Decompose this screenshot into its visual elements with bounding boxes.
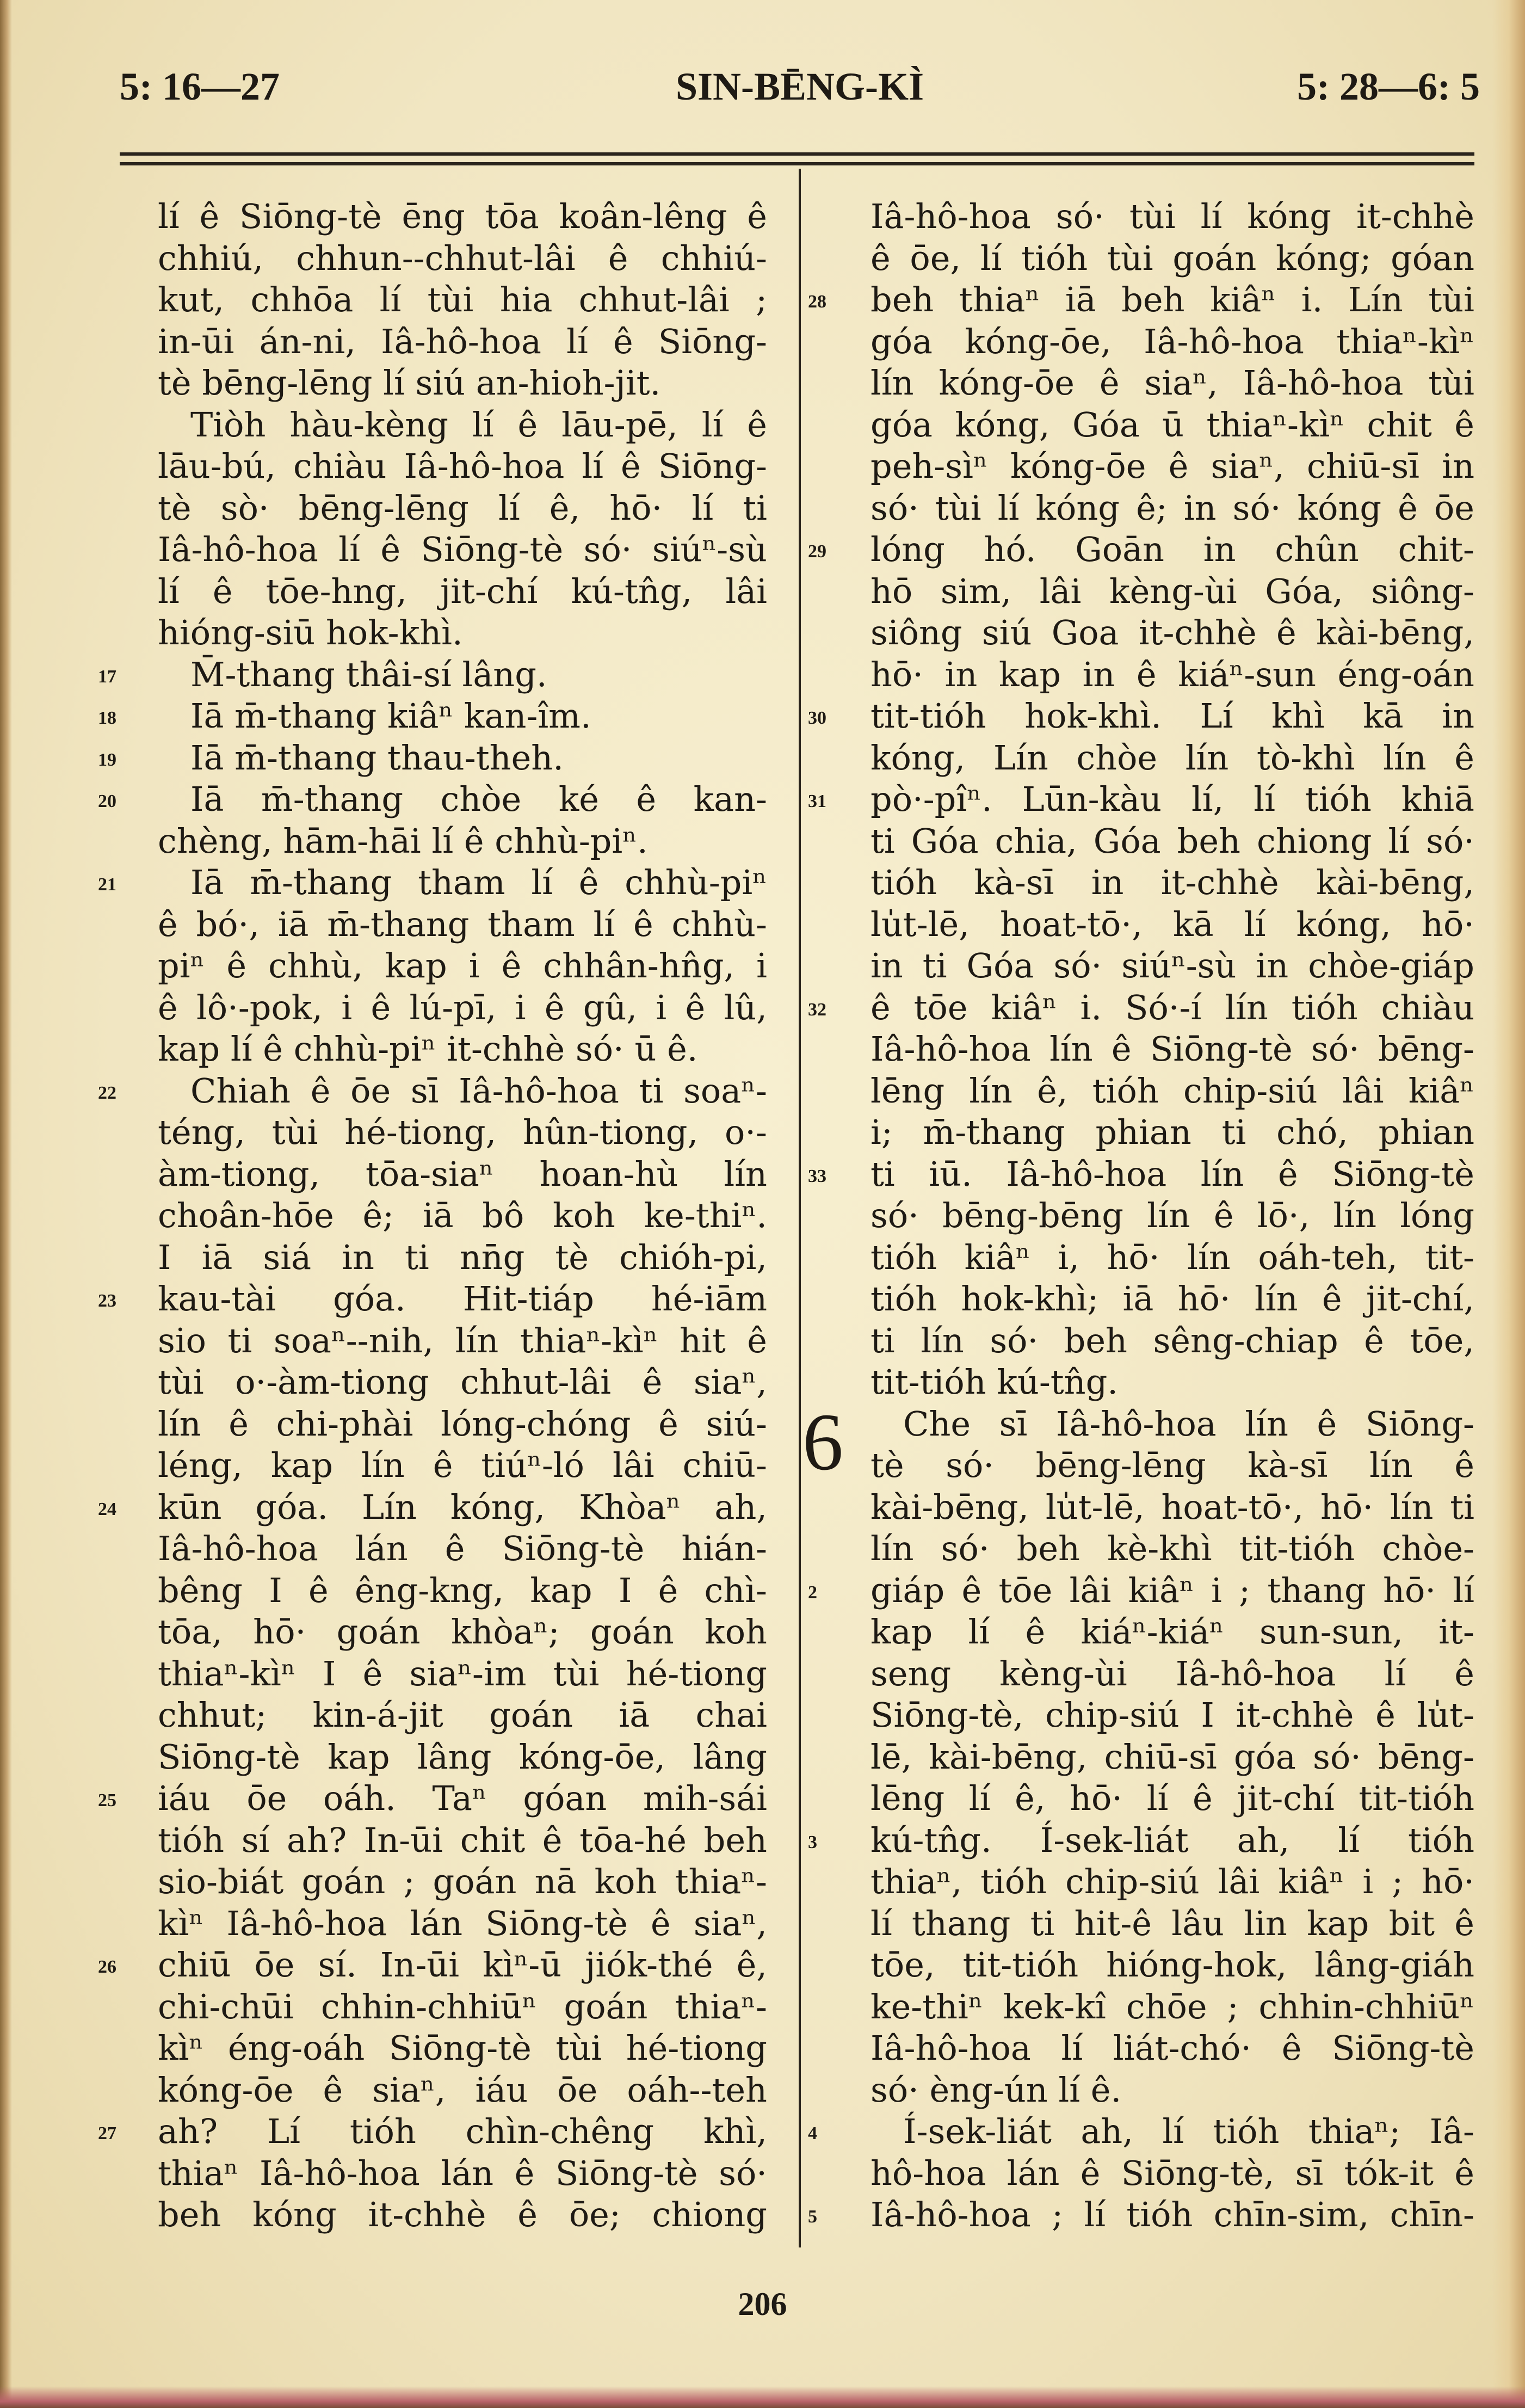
line-text: chèng, hām-hāi lí ê chhù-piⁿ.	[158, 821, 648, 861]
line-text: kóng-ōe ê siaⁿ, iáu ōe oáh--teh	[158, 2070, 767, 2110]
line-text: góa kóng-ōe, Iâ-hô-hoa thiaⁿ-kìⁿ	[870, 321, 1474, 361]
text-line	[870, 571, 1474, 613]
line-text: Iâ-hô-hoa lín ê Siōng-tè só· bēng-	[870, 1029, 1474, 1069]
line-text: i; m̄-thang phian ti chó, phian	[870, 1112, 1474, 1152]
line-text: tióh kiâⁿ i, hō· lín oáh-teh, tit-	[870, 1237, 1474, 1277]
line-text: M̄-thang thâi-sí lâng.	[190, 654, 547, 694]
text-line	[158, 2028, 767, 2070]
line-text: Í-sek-liát ah, lí tióh thiaⁿ; Iâ-	[903, 2111, 1474, 2151]
line-text: kut, chhōa lí tùi hia chhut-lâi ;	[158, 280, 767, 319]
line-text: ê ōe, lí tióh tùi goán kóng; góan	[870, 238, 1474, 278]
text-line	[870, 654, 1474, 696]
text-line	[158, 945, 767, 987]
line-text: hô-hoa lán ê Siōng-tè, sī tók-it ê	[870, 2153, 1474, 2193]
verse-number: 5	[808, 2207, 817, 2227]
line-text: sio-biát goán ; goán nā koh thiaⁿ-	[158, 1862, 767, 1901]
line-text: lí ê Siōng-tè ēng tōa koân-lêng ê	[158, 196, 767, 236]
line-text: chhiú, chhun--chhut-lâi ê chhiú-	[158, 238, 767, 278]
text-line	[870, 321, 1474, 363]
line-text: Iā m̄-thang kiâⁿ kan-îm.	[190, 696, 591, 736]
line-text: seng kèng-ùi Iâ-hô-hoa lí ê	[870, 1653, 1474, 1693]
text-line	[870, 2153, 1474, 2195]
line-text: ah? Lí tióh chìn-chêng khì,	[158, 2111, 767, 2151]
text-line	[158, 1736, 767, 1778]
line-text: thiaⁿ-kìⁿ I ê siaⁿ-im tùi hé-tiong	[158, 1653, 767, 1693]
text-line	[98, 862, 767, 904]
line-text: tit-tióh kú-tn̂g.	[870, 1362, 1119, 1402]
line-text: hióng-siū hok-khì.	[158, 613, 463, 652]
text-line	[870, 1195, 1474, 1237]
verse-number: 30	[808, 708, 826, 728]
text-line	[158, 529, 767, 571]
text-line	[870, 1528, 1474, 1570]
verse-number: 3	[808, 1832, 817, 1852]
line-text: lín só· beh kè-khì tit-tióh chòe-	[870, 1529, 1474, 1568]
text-line	[158, 1154, 767, 1196]
text-line	[158, 612, 767, 654]
text-line	[870, 1487, 1474, 1529]
text-line	[98, 1278, 767, 1320]
page-edge-right	[1492, 0, 1525, 2408]
text-line	[870, 1112, 1474, 1154]
text-line	[870, 446, 1474, 488]
text-line	[158, 279, 767, 321]
text-line	[870, 1736, 1474, 1778]
text-line	[870, 1695, 1474, 1736]
line-text: Siōng-tè kap lâng kóng-ōe, lâng	[158, 1736, 767, 1777]
header-left-reference: 5: 16—27	[120, 65, 280, 108]
text-line	[98, 2111, 767, 2153]
text-line	[158, 404, 767, 446]
text-line	[870, 1029, 1474, 1070]
text-line	[158, 1986, 767, 2028]
verse-number: 2	[808, 1582, 817, 1603]
line-text: lí thang ti hit-ê lâu lin kap bit ê	[870, 1903, 1474, 1943]
line-text: kūn góa. Lín kóng, Khòaⁿ ah,	[158, 1487, 767, 1527]
text-line	[808, 987, 1474, 1029]
line-text: Iā m̄-thang tham lí ê chhù-piⁿ	[190, 863, 767, 902]
text-line	[98, 695, 767, 737]
line-text: ti iū. Iâ-hô-hoa lín ê Siōng-tè	[870, 1154, 1474, 1194]
verse-number: 19	[98, 749, 116, 770]
text-line	[870, 2028, 1474, 2070]
text-line	[870, 1986, 1474, 2028]
line-text: I iā siá in ti nn̄g tè chióh-pi,	[158, 1237, 767, 1277]
line-text: beh thiaⁿ iā beh kiâⁿ i. Lín tùi	[870, 280, 1474, 319]
column-divider	[799, 169, 801, 2247]
verse-number: 24	[98, 1499, 116, 1519]
left-text-column	[98, 196, 767, 2236]
line-text: kài-bēng, lu̍t-lē, hoat-tō·, hō· lín ti	[870, 1487, 1474, 1527]
verse-number: 29	[808, 541, 826, 562]
text-line	[158, 321, 767, 363]
text-line	[98, 737, 767, 779]
text-line	[98, 1487, 767, 1529]
running-header	[120, 64, 1480, 113]
line-text: Iā m̄-thang thau-theh.	[190, 737, 564, 778]
line-text: ti lín só· beh sêng-chiap ê tōe,	[870, 1320, 1474, 1360]
text-line	[870, 862, 1474, 904]
line-text: kìⁿ Iâ-hô-hoa lán Siōng-tè ê siaⁿ,	[158, 1903, 767, 1943]
text-line	[870, 821, 1474, 863]
line-text: beh kóng it-chhè ê ōe; chiong	[158, 2195, 767, 2234]
text-line	[870, 904, 1474, 946]
line-text: lēng lí ê, hō· lí ê jit-chí tit-tióh	[870, 1778, 1474, 1818]
verse-number: 27	[98, 2123, 116, 2144]
verse-number: 23	[98, 1291, 116, 1311]
text-line	[158, 1528, 767, 1570]
text-line	[158, 2070, 767, 2111]
line-text: piⁿ ê chhù, kap i ê chhân-hn̂g, i	[158, 946, 767, 986]
chapter-number: 6	[802, 1396, 843, 1487]
text-line	[870, 1237, 1474, 1279]
text-line	[808, 2194, 1474, 2236]
verse-number: 25	[98, 1790, 116, 1810]
verse-number: 21	[98, 874, 116, 895]
header-rule-bottom	[120, 162, 1474, 165]
text-line	[870, 404, 1474, 446]
verse-number: 4	[808, 2123, 817, 2144]
line-text: só· bēng-bēng lín ê lō·, lín lóng	[870, 1196, 1474, 1235]
line-text: tióh hok-khì; iā hō· lín ê jit-chí,	[870, 1279, 1474, 1319]
text-line	[870, 1611, 1474, 1653]
verse-number: 32	[808, 999, 826, 1020]
text-line	[158, 2153, 767, 2195]
text-line	[870, 1778, 1474, 1820]
line-text: kap lí ê chhù-piⁿ it-chhè só· ū ê.	[158, 1029, 698, 1069]
text-line	[158, 1403, 767, 1445]
text-line	[158, 362, 767, 404]
line-text: kóng, Lín chòe lín tò-khì lín ê	[870, 737, 1474, 778]
line-text: àm-tiong, tōa-siaⁿ hoan-hù lín	[158, 1154, 767, 1194]
text-line	[870, 1362, 1474, 1403]
text-line	[158, 987, 767, 1029]
line-text: léng, kap lín ê tiúⁿ-ló lâi chiū-	[158, 1445, 767, 1485]
text-line	[808, 1154, 1474, 1196]
verse-number: 17	[98, 666, 116, 687]
text-line	[158, 1820, 767, 1862]
text-line	[870, 1070, 1474, 1112]
header-right-reference: 5: 28—6: 5	[1297, 65, 1480, 108]
text-line	[158, 1237, 767, 1279]
line-text: Iâ-hô-hoa lí ê Siōng-tè só· siúⁿ-sù	[158, 529, 767, 569]
text-line	[158, 821, 767, 863]
text-line	[158, 1362, 767, 1403]
text-line	[870, 1320, 1474, 1362]
text-line	[158, 1320, 767, 1362]
line-text: ê bó·, iā m̄-thang tham lí ê chhù-	[158, 904, 767, 944]
line-text: tióh kà-sī in it-chhè kài-bēng,	[870, 863, 1474, 902]
text-line	[808, 529, 1474, 571]
line-text: iáu ōe oáh. Taⁿ góan mih-sái	[158, 1778, 767, 1818]
text-line	[158, 196, 767, 238]
line-text: ke-thiⁿ kek-kî chōe ; chhin-chhiūⁿ	[870, 1986, 1474, 2027]
text-line	[870, 1278, 1474, 1320]
line-text: tióh sí ah? In-ūi chit ê tōa-hé beh	[158, 1820, 767, 1860]
line-text: thiaⁿ, tióh chip-siú lâi kiâⁿ i ; hō·	[870, 1862, 1474, 1901]
line-text: tōe, tit-tióh hióng-hok, lâng-giáh	[870, 1945, 1474, 1985]
line-text: Siōng-tè, chip-siú I it-chhè ê lu̍t-	[870, 1695, 1474, 1735]
text-line	[870, 737, 1474, 779]
text-line	[158, 1445, 767, 1487]
text-line	[870, 1903, 1474, 1945]
text-line	[870, 1445, 1474, 1487]
line-text: ê tōe kiâⁿ i. Só·-í lín tióh chiàu	[870, 987, 1474, 1027]
text-line	[808, 1820, 1474, 1862]
text-line	[870, 196, 1474, 238]
line-text: lí ê tōe-hng, jit-chí kú-tn̂g, lâi	[158, 571, 767, 611]
text-line	[870, 1861, 1474, 1903]
line-text: kap lí ê kiáⁿ-kiáⁿ sun-sun, it-	[870, 1612, 1474, 1652]
line-text: lāu-bú, chiàu Iâ-hô-hoa lí ê Siōng-	[158, 446, 767, 486]
line-text: thiaⁿ Iâ-hô-hoa lán ê Siōng-tè só·	[158, 2153, 767, 2193]
line-text: só· tùi lí kóng ê; in só· kóng ê ōe	[870, 488, 1474, 528]
line-text: kìⁿ éng-oáh Siōng-tè tùi hé-tiong	[158, 2028, 767, 2068]
text-line	[158, 904, 767, 946]
text-line	[870, 238, 1474, 280]
verse-number: 22	[98, 1082, 116, 1103]
text-line	[158, 2194, 767, 2236]
verse-number: 18	[98, 708, 116, 728]
line-text: lē, kài-bēng, chiū-sī góa só· bēng-	[870, 1736, 1474, 1777]
line-text: kú-tn̂g. Í-sek-liát ah, lí tióh	[870, 1820, 1474, 1860]
line-text: lín ê chi-phài lóng-chóng ê siú-	[158, 1403, 767, 1444]
line-text: lín kóng-ōe ê siaⁿ, Iâ-hô-hoa tùi	[870, 363, 1474, 403]
line-text: Iâ-hô-hoa ; lí tióh chīn-sim, chīn-	[870, 2195, 1474, 2234]
line-text: choân-hōe ê; iā bô koh ke-thiⁿ.	[158, 1196, 767, 1235]
text-line	[870, 488, 1474, 529]
page-number: 206	[738, 2286, 787, 2322]
text-line	[98, 1070, 767, 1112]
text-line	[870, 1653, 1474, 1695]
text-line	[158, 1903, 767, 1945]
text-line	[158, 488, 767, 529]
line-text: Tiòh hàu-kèng lí ê lāu-pē, lí ê	[190, 404, 767, 445]
line-text: Iâ-hô-hoa só· tùi lí kóng it-chhè	[870, 196, 1474, 236]
text-line	[158, 1611, 767, 1653]
verse-number: 33	[808, 1166, 826, 1186]
page-edge-bottom	[0, 2386, 1525, 2408]
line-text: peh-sìⁿ kóng-ōe ê siaⁿ, chiū-sī in	[870, 446, 1474, 486]
line-text: tè só· bēng-lēng kà-sī lín ê	[870, 1445, 1474, 1485]
line-text: tōa, hō· goán khòaⁿ; goán koh	[158, 1612, 767, 1652]
text-line	[98, 1778, 767, 1820]
page-edge-left	[0, 0, 12, 2408]
text-line	[158, 238, 767, 280]
line-text: hō sim, lâi kèng-ùi Góa, siông-	[870, 571, 1474, 611]
line-text: hō· in kap in ê kiáⁿ-sun éng-oán	[870, 654, 1474, 694]
line-text: bêng I ê êng-kng, kap I ê chì-	[158, 1570, 767, 1610]
line-text: lu̍t-lē, hoat-tō·, kā lí kóng, hō·	[870, 904, 1474, 944]
line-text: Chiah ê ōe sī Iâ-hô-hoa ti soaⁿ-	[190, 1070, 767, 1111]
text-line	[158, 1653, 767, 1695]
text-line	[158, 446, 767, 488]
line-text: Iā m̄-thang chòe ké ê kan-	[190, 779, 767, 819]
line-text: Che sī Iâ-hô-hoa lín ê Siōng-	[903, 1403, 1474, 1444]
text-line	[808, 779, 1474, 821]
text-line	[870, 2070, 1474, 2111]
line-text: Iâ-hô-hoa lán ê Siōng-tè hián-	[158, 1529, 767, 1568]
right-text-column	[802, 196, 1474, 2236]
line-text: kau-tài góa. Hit-tiáp hé-iām	[158, 1279, 767, 1319]
line-text: téng, tùi hé-tiong, hûn-tiong, o·-	[158, 1112, 767, 1152]
text-line	[158, 1112, 767, 1154]
text-line	[158, 571, 767, 613]
text-line	[870, 612, 1474, 654]
header-rule-top	[120, 152, 1474, 156]
line-text: in ti Góa só· siúⁿ-sù in chòe-giáp	[870, 946, 1474, 986]
text-line	[98, 779, 767, 821]
line-text: só· èng-ún lí ê.	[870, 2070, 1122, 2110]
line-text: tùi o·-àm-tiong chhut-lâi ê siaⁿ,	[158, 1362, 767, 1402]
text-line	[158, 1570, 767, 1612]
line-text: chiū ōe sí. In-ūi kìⁿ-ū jiók-thé ê,	[158, 1945, 767, 1985]
line-text: chhut; kin-á-jit goán iā chai	[158, 1695, 767, 1735]
line-text: Iâ-hô-hoa lí liát-chó· ê Siōng-tè	[870, 2028, 1474, 2068]
text-line	[158, 1861, 767, 1903]
line-text: ê lô·-pok, i ê lú-pī, i ê gû, i ê lû,	[158, 987, 767, 1027]
text-line	[98, 654, 767, 696]
line-text: góa kóng, Góa ū thiaⁿ-kìⁿ chit ê	[870, 404, 1474, 445]
text-line	[158, 1695, 767, 1736]
text-line	[808, 279, 1474, 321]
line-text: lóng hó. Goān in chûn chit-	[870, 529, 1474, 569]
verse-number: 26	[98, 1957, 116, 1977]
line-text: lēng lín ê, tióh chip-siú lâi kiâⁿ	[870, 1070, 1474, 1111]
line-text: sio ti soaⁿ--nih, lín thiaⁿ-kìⁿ hit ê	[158, 1320, 767, 1360]
text-line	[870, 1944, 1474, 1986]
line-text: pò·-pîⁿ. Lūn-kàu lí, lí tióh khiā	[870, 779, 1474, 819]
text-line	[870, 362, 1474, 404]
line-text: in-ūi án-ni, Iâ-hô-hoa lí ê Siōng-	[158, 321, 767, 361]
text-line	[158, 1029, 767, 1070]
line-text: tit-tióh hok-khì. Lí khì kā in	[870, 696, 1474, 736]
line-text: siông siú Goa it-chhè ê kài-bēng,	[870, 613, 1474, 652]
line-text: tè bēng-lēng lí siú an-hioh-jit.	[158, 363, 661, 403]
header-book-title: SIN-BĒNG-KÌ	[675, 65, 924, 108]
line-text: tè sò· bēng-lēng lí ê, hō· lí ti	[158, 488, 767, 528]
verse-number: 20	[98, 791, 116, 811]
line-text: ti Góa chia, Góa beh chiong lí só·	[870, 821, 1474, 861]
verse-number: 28	[808, 292, 826, 312]
text-line	[808, 2111, 1474, 2153]
text-line	[158, 1195, 767, 1237]
text-line	[808, 695, 1474, 737]
text-line	[870, 945, 1474, 987]
text-line	[98, 1944, 767, 1986]
line-text: chi-chūi chhin-chhiūⁿ goán thiaⁿ-	[158, 1986, 767, 2027]
line-text: giáp ê tōe lâi kiâⁿ i ; thang hō· lí	[870, 1570, 1474, 1610]
text-line	[808, 1570, 1474, 1612]
verse-number: 31	[808, 791, 826, 811]
